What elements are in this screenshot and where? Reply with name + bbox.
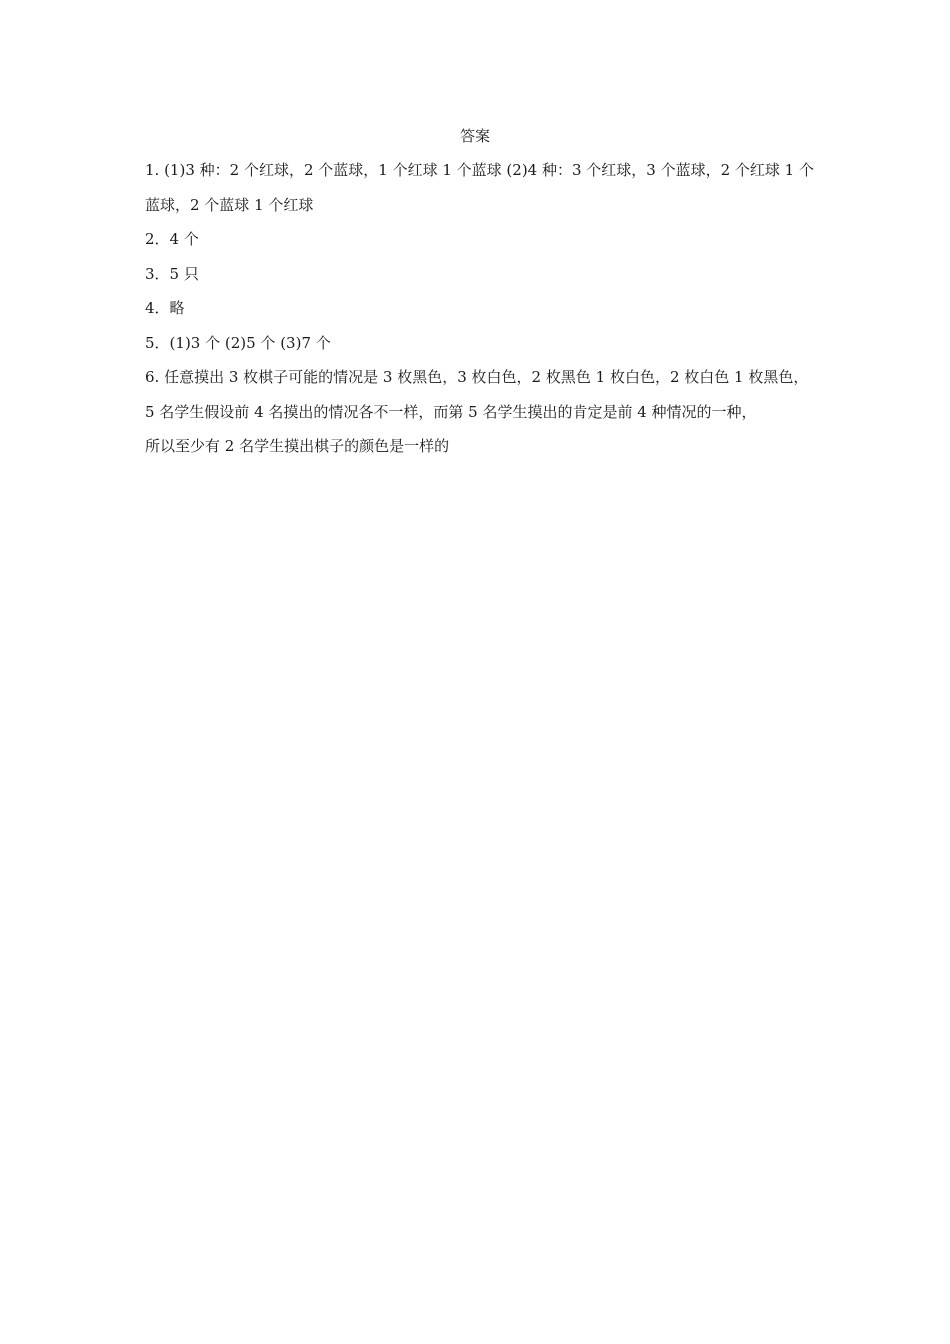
answer-6-line-3: 所以至少有 2 名学生摸出棋子的颜色是一样的 [145, 437, 450, 455]
answer-list [145, 158, 815, 469]
answer-6-line-1: 6. 任意摸出 3 枚棋子可能的情况是 3 枚黑色，3 枚白色，2 枚黑色 1 枚白色，2 枚白色 1 枚黑色， [145, 368, 809, 386]
answer-5: 5．(1)3 个 (2)5 个 (3)7 个 [145, 333, 331, 352]
answer-2: 2．4 个 [145, 230, 199, 248]
answer-1-line-1: 1. (1)3 种：2 个红球，2 个蓝球，1 个红球 1 个蓝球 (2)4 种：3 个红球，3 个蓝球，2 个红球 1 个 [145, 161, 814, 179]
answer-1-line-2: 蓝球，2 个蓝球 1 个红球 [145, 195, 314, 214]
answer-3: 3．5 只 [145, 264, 199, 283]
answer-6-line-2: 5 名学生假设前 4 名摸出的情况各不一样，而第 5 名学生摸出的肯定是前 4 种情况的一种， [145, 402, 757, 421]
answer-4: 4．略 [145, 299, 185, 317]
answer-title: 答案 [459, 127, 490, 145]
